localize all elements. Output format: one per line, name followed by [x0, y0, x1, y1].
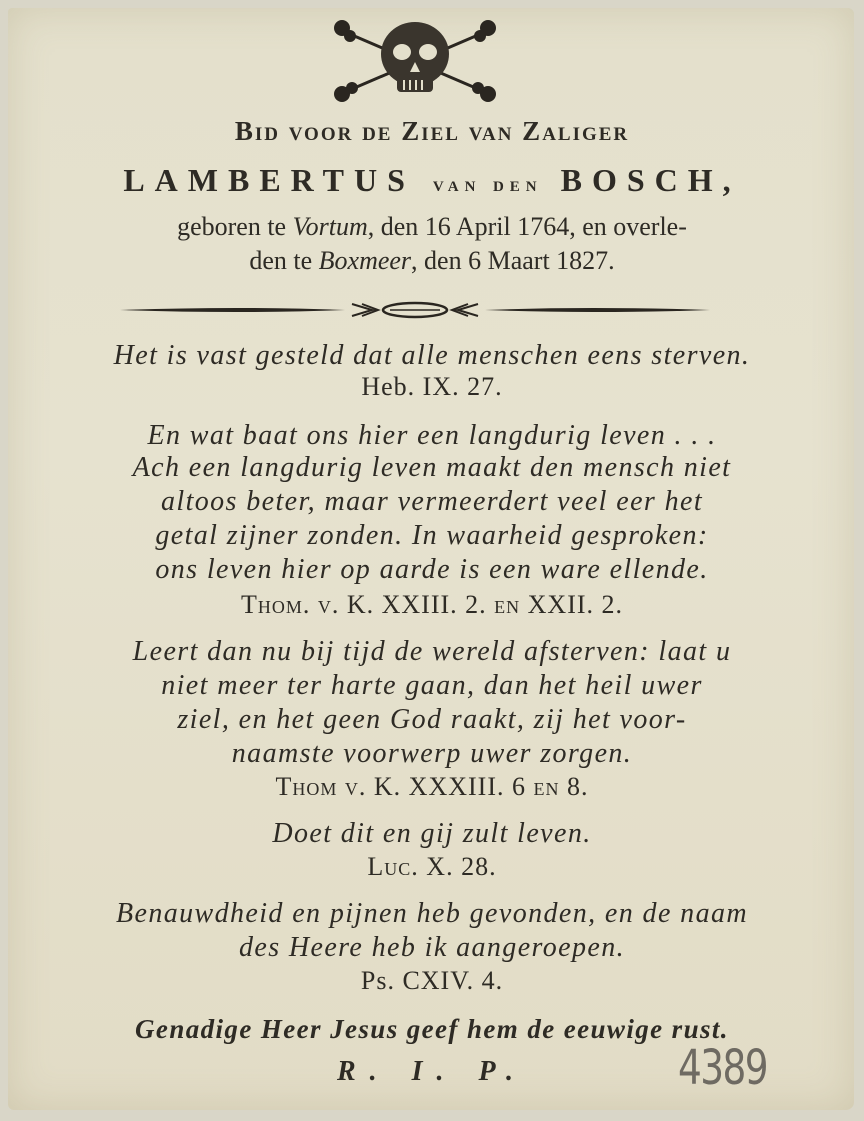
- birth-date: , den 16 April 1764, en overle-: [367, 212, 687, 241]
- verse-3-line-3: ziel, en het geen God raakt, zij het voor-: [177, 704, 687, 735]
- verse-2-line-2: Ach een langdurig leven maakt den mensch niet: [132, 452, 732, 483]
- deceased-name: [0, 162, 864, 199]
- verse-5-line-2: des Heere heb ik aangeroepen.: [238, 932, 626, 963]
- verse-2-line-5: ons leven hier op aarde is een ware ellende.: [155, 554, 709, 585]
- archive-number: 4389: [678, 1040, 768, 1096]
- verse-3-ref: Thom v. K. XXXIII. 6 en 8.: [275, 772, 589, 801]
- birth-line: [0, 212, 864, 242]
- verse-2-line-1: En wat baat ons hier een langdurig leven . . .: [147, 420, 717, 451]
- ornamental-divider: [120, 298, 710, 322]
- verse-5-line-1: Benauwdheid en pijnen heb gevonden, en de naam: [115, 898, 748, 929]
- death-place: Boxmeer: [318, 246, 412, 275]
- verse-1-ref: Heb. IX. 27.: [361, 372, 503, 401]
- closing-prayer: Genadige Heer Jesus geef hem de eeuwige rust.: [135, 1014, 729, 1044]
- verse-2-line-4: getal zijner zonden. In waarheid gesproken:: [155, 520, 709, 551]
- death-date: , den 6 Maart 1827.: [411, 246, 615, 275]
- name-mid: van den: [432, 171, 543, 196]
- birth-place: Vortum: [292, 212, 368, 241]
- verse-4-ref: Luc. X. 28.: [367, 852, 497, 881]
- death-text: den te: [249, 246, 319, 275]
- verse-1-line-1: Het is vast gesteld dat alle menschen eens sterven.: [113, 340, 751, 371]
- verse-3-line-4: naamste voorwerp uwer zorgen.: [231, 738, 633, 769]
- name-last: BOSCH,: [560, 162, 741, 198]
- birth-text: geboren te: [177, 212, 293, 241]
- death-line: [0, 246, 864, 276]
- verse-3-line-1: Leert dan nu bij tijd de wereld afsterven: laat u: [132, 636, 732, 667]
- name-first: LAMBERTUS: [123, 162, 415, 198]
- verse-2-line-3: altoos beter, maar vermeerdert veel eer het: [160, 486, 703, 517]
- verse-3-line-2: niet meer ter harte gaan, dan het heil uwer: [161, 670, 703, 701]
- verse-4-line-1: Doet dit en gij zult leven.: [272, 818, 592, 849]
- title-line: Bid voor de Ziel van Zaliger: [234, 116, 630, 146]
- rip-line: R. I. P.: [336, 1056, 528, 1087]
- verse-2-ref: Thom. v. K. XXIII. 2. en XXII. 2.: [240, 590, 624, 619]
- verse-5-ref: Ps. CXIV. 4.: [360, 966, 504, 995]
- skull-crossbones-icon: [330, 12, 500, 107]
